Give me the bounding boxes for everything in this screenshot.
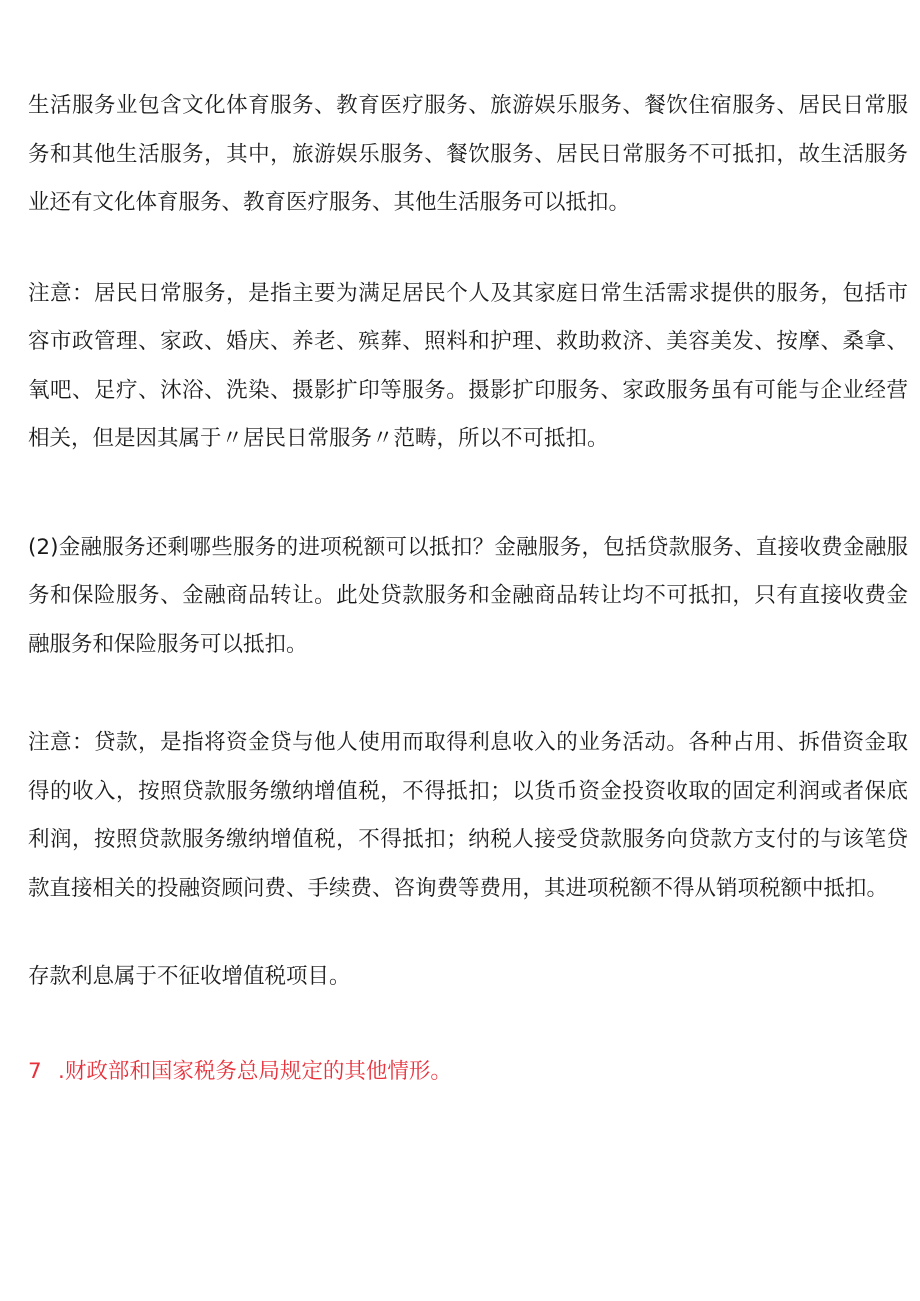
paragraph-note-loans: 注意：贷款，是指将资金贷与他人使用而取得利息收入的业务活动。各种占用、拆借资金取得的收入，按照贷款服务缴纳增值税，不得抵扣；以货币资金投资收取的固定利润或者保底利润，按照贷款服务缴纳增值税，不得抵扣；纳税人接受贷款服务向贷款方支付的与该笔贷款直接相关的投融资顾问费、手续费、咨询费等费用，其进项税额不得从销项税额中抵扣。 (28, 730, 908, 901)
heading-text: .财政部和国家税务总局规定的其他情形。 (58, 1058, 452, 1084)
heading-number: 7 (28, 1058, 42, 1084)
section-heading-other-cases (28, 1048, 908, 1097)
paragraph-deposit-interest: 存款利息属于不征收增值税项目。 (28, 964, 351, 989)
paragraph-financial-services: (2)金融服务还剩哪些服务的进项税额可以抵扣？金融服务，包括贷款服务、直接收费金融服务和保险服务、金融商品转让。此处贷款服务和金融商品转让均不可抵扣，只有直接收费金融服务和保险服务可以抵扣。 (28, 534, 908, 657)
paragraph-note-resident-services: 注意：居民日常服务，是指主要为满足居民个人及其家庭日常生活需求提供的服务，包括市容市政管理、家政、婚庆、养老、殡葬、照料和护理、救助救济、美容美发、按摩、桑拿、氧吧、足疗、沐浴、洗染、摄影扩印等服务。摄影扩印服务、家政服务虽有可能与企业经营相关，但是因其属于〃居民日常服务〃范畴，所以不可抵扣。 (28, 280, 908, 451)
paragraph-spacer (28, 1002, 908, 1048)
paragraph-spacer (28, 669, 908, 719)
paragraph-life-services: 生活服务业包含文化体育服务、教育医疗服务、旅游娱乐服务、餐饮住宿服务、居民日常服务和其他生活服务，其中，旅游娱乐服务、餐饮服务、居民日常服务不可抵扣，故生活服务业还有文化体育服务、教育医疗服务、其他生活服务可以抵扣。 (28, 93, 908, 215)
paragraph-spacer (28, 228, 908, 270)
document-page (28, 82, 908, 1096)
paragraph-spacer (28, 913, 908, 953)
paragraph-spacer (28, 464, 908, 524)
